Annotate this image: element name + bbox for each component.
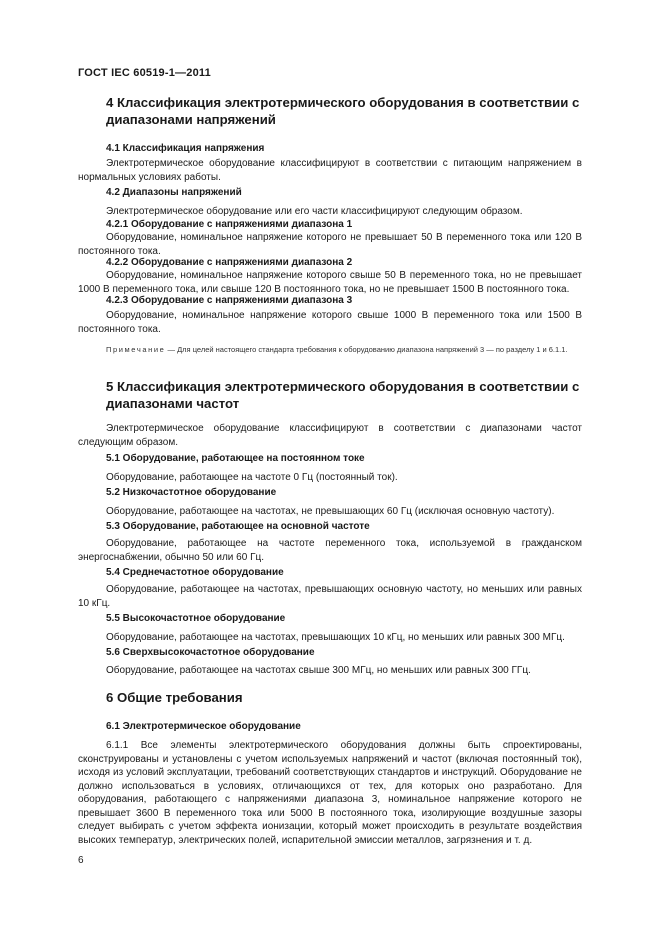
- note: [78, 344, 582, 356]
- subsection-4-2-1-text: Оборудование, номинальное напряжение которого не превышает 50 В переменного тока или 120 В постоянного тока.: [78, 232, 582, 257]
- subsection-4-1-text: Электротермическое оборудование классифицируют в соответствии с питающим напряжением в нормальных условиях работы.: [78, 158, 582, 183]
- section-5-heading: 5 Классификация электротермического оборудования в соответствии с диапазонами частот: [106, 379, 580, 411]
- subsection-6-1-1-text: 6.1.1 Все элементы электротермического оборудования должны быть спроектированы, сконструированы и установлены с учетом используемых напряжений и частот (включая постоянный ток), исходя из условий эксплуатации, требований соответствующих стандартов и инструкций. Оборудование не должно использоваться в условиях, отличающихся от тех, для которых оно разработано. Для оборудования, работающего с напряжениями диапазона 3, номинальное напряжение которого не превышает 3600 В переменного тока или 5000 В постоянного тока, изолирующие воздушные зазоры следует выбирать с учетом эффекта ионизации, который может происходить в результате воздействия высоких температур, электрических полей, испарительной эмиссии металлов, загрязнения и т. д.: [78, 740, 582, 846]
- subsection-5-5-heading: 5.5 Высокочастотное оборудование: [106, 613, 286, 624]
- section-6-heading: 6 Общие требования: [106, 690, 243, 705]
- subsection-5-4-text: Оборудование, работающее на частотах, превышающих основную частоту, но меньших или равных 10 кГц.: [78, 584, 582, 609]
- page-number: 6: [78, 855, 84, 866]
- subsection-4-2-2-text: Оборудование, номинальное напряжение которого свыше 50 В переменного тока, но не превышает 1000 В переменного тока, или свыше 120 В постоянного тока, но не превышает 1500 В постоянного тока.: [78, 270, 582, 295]
- subsection-5-3-heading: 5.3 Оборудование, работающее на основной частоте: [106, 521, 370, 532]
- section-5-intro: Электротермическое оборудование классифицируют в соответствии с диапазонами частот следующим образом.: [78, 423, 582, 448]
- subsection-5-2-heading: 5.2 Низкочастотное оборудование: [106, 487, 277, 498]
- note-text: — Для целей настоящего стандарта требования к оборудованию диапазона напряжений 3 — по разделу 1 и 6.1.1.: [165, 345, 568, 354]
- subsection-5-1-text: Оборудование, работающее на частоте 0 Гц (постоянный ток).: [106, 472, 398, 483]
- subsection-4-2-text: Электротермическое оборудование или его части классифицируют следующим образом.: [106, 206, 523, 217]
- subsection-5-3-text: Оборудование, работающее на частоте переменного тока, используемой в гражданском энергоснабжении, обычно 50 или 60 Гц.: [78, 538, 582, 563]
- subsection-5-2-text: Оборудование, работающее на частотах, не превышающих 60 Гц (исключая основную частоту).: [106, 506, 555, 517]
- subsection-4-2-3-text: Оборудование, номинальное напряжение которого свыше 1000 В переменного тока или 1500 В постоянного тока.: [78, 310, 582, 335]
- subsection-5-6-text: Оборудование, работающее на частотах свыше 300 МГц, но меньших или равных 300 ГГц.: [106, 665, 531, 676]
- subsection-5-1-heading: 5.1 Оборудование, работающее на постоянном токе: [106, 453, 365, 464]
- subsection-4-2-3-heading: 4.2.3 Оборудование с напряжениями диапазона 3: [106, 295, 353, 306]
- subsection-5-5-text: Оборудование, работающее на частотах, превышающих 10 кГц, но меньших или равных 300 МГц.: [106, 632, 565, 643]
- subsection-5-6-heading: 5.6 Сверхвысокочастотное оборудование: [106, 647, 315, 658]
- document-header: ГОСТ IEC 60519-1—2011: [78, 67, 211, 79]
- note-label: Примечание: [106, 345, 166, 354]
- subsection-4-2-heading: 4.2 Диапазоны напряжений: [106, 187, 242, 198]
- subsection-5-4-heading: 5.4 Среднечастотное оборудование: [106, 567, 284, 578]
- subsection-4-2-1-heading: 4.2.1 Оборудование с напряжениями диапазона 1: [106, 219, 353, 230]
- section-4-heading: 4 Классификация электротермического оборудования в соответствии с диапазонами напряжений: [106, 95, 580, 127]
- subsection-6-1-heading: 6.1 Электротермическое оборудование: [106, 721, 301, 732]
- subsection-4-1-heading: 4.1 Классификация напряжения: [106, 143, 265, 154]
- subsection-4-2-2-heading: 4.2.2 Оборудование с напряжениями диапазона 2: [106, 257, 353, 268]
